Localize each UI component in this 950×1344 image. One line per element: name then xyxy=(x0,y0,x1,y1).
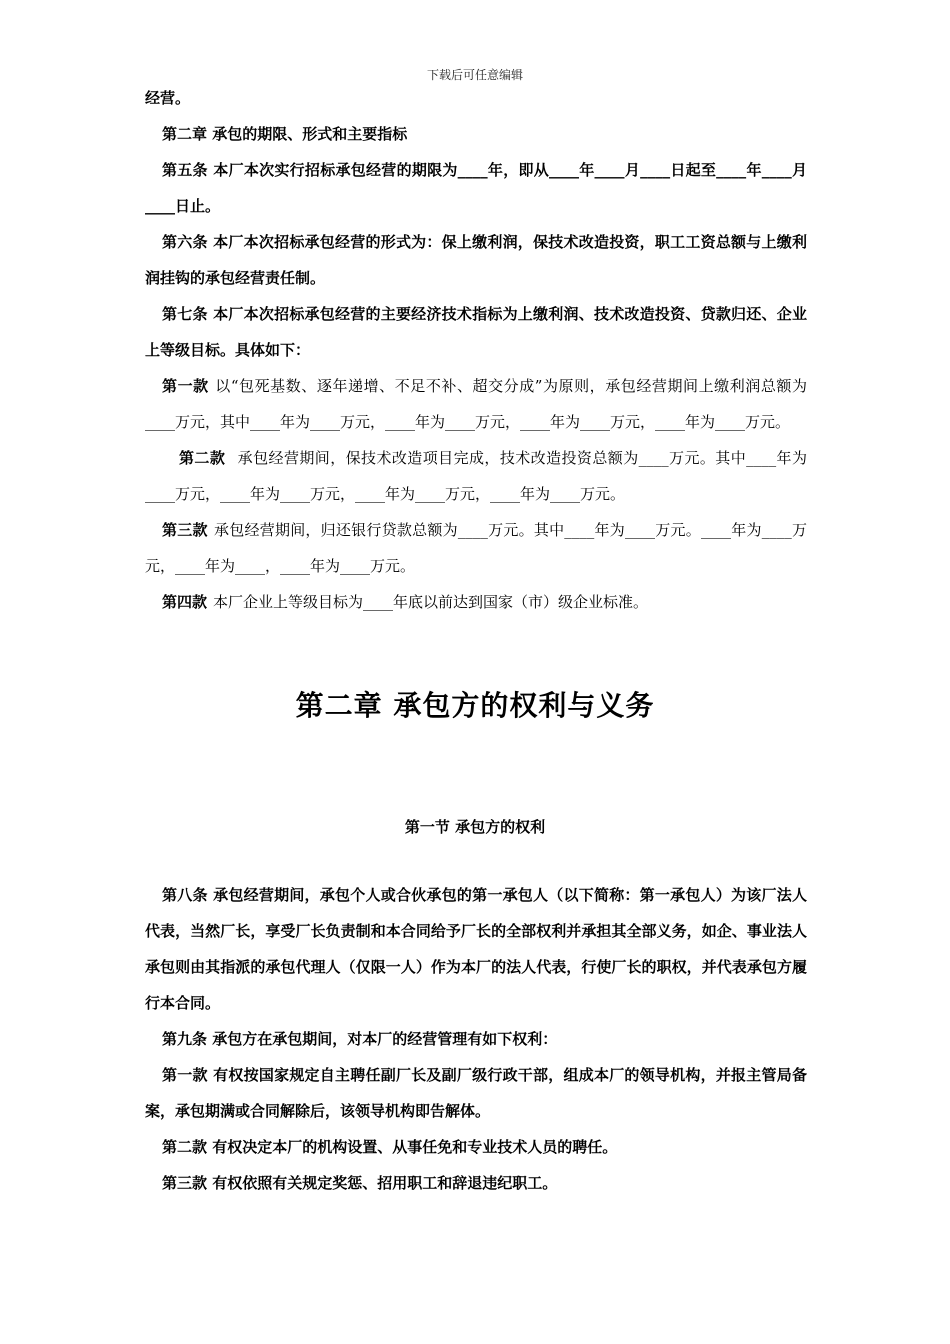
clause-1-text: 以“包死基数、逐年递增、不足不补、超交分成”为原则，承包经营期间上缴利润总额为____万元，其中____年为____万元，____年为____万元，____年为____万元，____年为____万元。 xyxy=(145,377,807,431)
article-7: 第七条 本厂本次招标承包经营的主要经济技术指标为上缴利润、技术改造投资、贷款归还、企业上等级目标。具体如下： xyxy=(145,305,807,359)
clause-3-text: 承包经营期间，归还银行贷款总额为____万元。其中____年为____万元。____年为____万元，____年为____，____年为____万元。 xyxy=(145,521,807,575)
clause-3-label: 第三款 xyxy=(162,521,208,539)
clause-1-label: 第一款 xyxy=(162,377,209,395)
chapter-subheading: 第二章 承包的期限、形式和主要指标 xyxy=(162,125,408,143)
clause-2 xyxy=(145,440,807,512)
article-9: 第九条 承包方在承包期间，对本厂的经营管理有如下权利： xyxy=(162,1030,558,1048)
article-9-clause-1: 第一款 有权按国家规定自主聘任副厂长及副厂级行政干部，组成本厂的领导机构，并报主管局备案，承包期满或合同解除后，该领导机构即告解体。 xyxy=(145,1066,807,1120)
body-block-1 xyxy=(145,80,807,620)
article-9-clause-2: 第二款 有权决定本厂的机构设置、从事任免和专业技术人员的聘任。 xyxy=(162,1138,618,1156)
clause-3 xyxy=(145,512,807,584)
clause-2-label: 第二款 xyxy=(179,449,226,467)
article-8: 第八条 承包经营期间，承包个人或合伙承包的第一承包人（以下简称：第一承包人）为该厂法人代表，当然厂长，享受厂长负责制和本合同给予厂长的全部权利并承担其全部义务，如企、事业法人承包则由其指派的承包代理人（仅限一人）作为本厂的法人代表，行使厂长的职权，并代表承包方履行本合同。 xyxy=(145,886,807,1012)
body-block-2 xyxy=(145,877,807,1201)
article-5: 第五条 本厂本次实行招标承包经营的期限为____年，即从____年____月____日起至____年____月____日止。 xyxy=(145,161,807,215)
paragraph-continuation: 经营。 xyxy=(145,89,191,107)
clause-1 xyxy=(145,368,807,440)
article-9-clause-3: 第三款 有权依照有关规定奖惩、招用职工和辞退违纪职工。 xyxy=(162,1174,558,1192)
clause-4-text: 本厂企业上等级目标为____年底以前达到国家（市）级企业标准。 xyxy=(213,593,649,611)
chapter-title: 第二章 承包方的权利与义务 xyxy=(295,689,655,722)
clause-2-text: 承包经营期间，保技术改造项目完成，技术改造投资总额为____万元。其中____年为____万元，____年为____万元，____年为____万元，____年为____万元。 xyxy=(145,449,807,503)
page-header: 下载后可任意编辑 xyxy=(426,68,523,82)
clause-4-label: 第四款 xyxy=(162,593,208,611)
clause-4 xyxy=(145,584,807,620)
article-6: 第六条 本厂本次招标承包经营的形式为：保上缴利润，保技术改造投资，职工工资总额与上缴利润挂钩的承包经营责任制。 xyxy=(145,233,807,287)
section-title: 第一节 承包方的权利 xyxy=(404,818,546,836)
